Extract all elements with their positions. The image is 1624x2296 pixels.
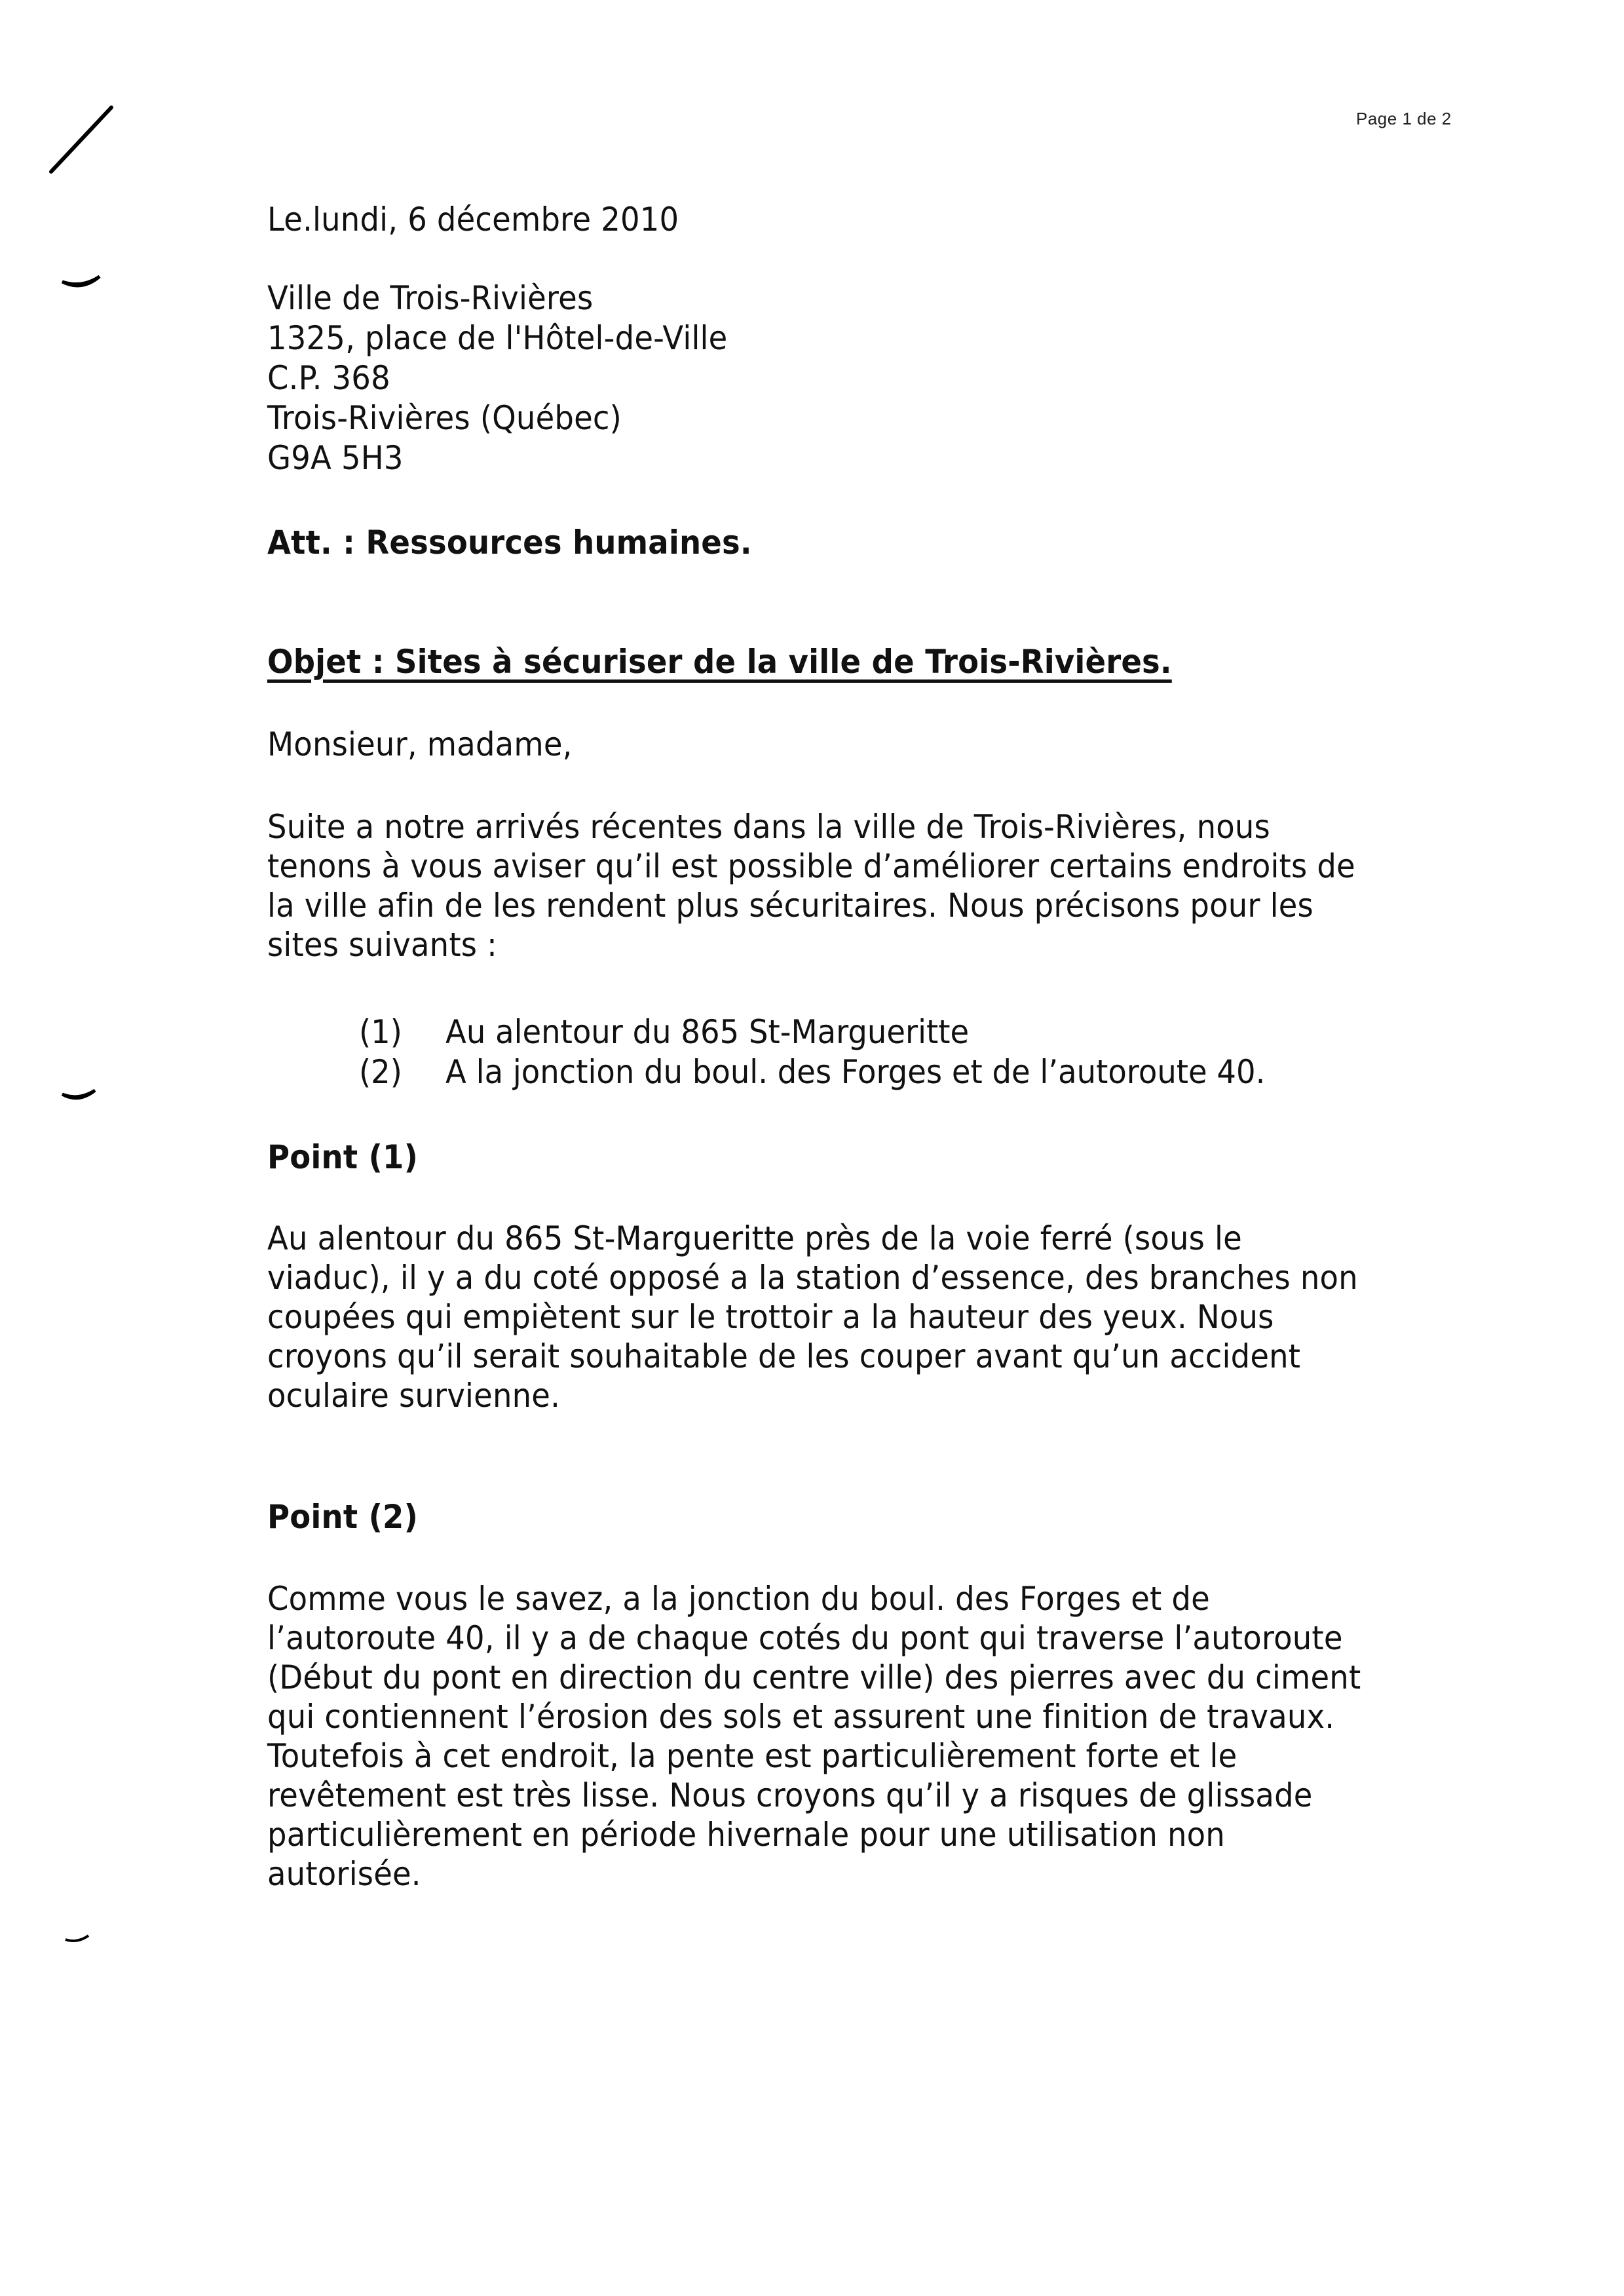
list-item-number: (2)	[359, 1053, 402, 1091]
recipient-line: Trois-Rivières (Québec)	[267, 399, 622, 437]
tick-mark-1	[62, 277, 100, 286]
paragraph-line: coupées qui empiètent sur le trottoir a la hauteur des yeux. Nous	[267, 1298, 1274, 1336]
subject-line: Objet : Sites à sécuriser de la ville de Trois-Rivières.	[267, 643, 1172, 681]
list-item-label: A la jonction du boul. des Forges et de l’autoroute 40.	[445, 1053, 1266, 1091]
paragraph-line: la ville afin de les rendent plus sécuritaires. Nous précisons pour les	[267, 887, 1313, 925]
paragraph-line: qui contiennent l’érosion des sols et assurent une finition de travaux.	[267, 1698, 1335, 1736]
paragraph-line: autorisée.	[267, 1855, 421, 1893]
paragraph-line: revêtement est très lisse. Nous croyons qu’il y a risques de glissade	[267, 1776, 1313, 1814]
section-heading: Point (2)	[267, 1498, 419, 1536]
sites-list	[359, 1012, 1265, 1092]
list-item-number: (1)	[359, 1013, 402, 1051]
recipient-line: 1325, place de l'Hôtel-de-Ville	[267, 319, 728, 357]
paragraph-line: particulièrement en période hivernale pour une utilisation non	[267, 1816, 1225, 1854]
list-item	[359, 1012, 1265, 1052]
paragraph-line: Au alentour du 865 St-Margueritte près de la voie ferré (sous le	[267, 1219, 1242, 1257]
section-heading: Point (1)	[267, 1138, 419, 1176]
paragraph-line: oculaire survienne.	[267, 1377, 561, 1415]
paragraph-line: Toutefois à cet endroit, la pente est particulièrement forte et le	[267, 1737, 1237, 1775]
paragraph-line: Suite a notre arrivés récentes dans la ville de Trois-Rivières, nous	[267, 808, 1270, 846]
margin-marks	[0, 0, 197, 2296]
paragraph-line: Comme vous le savez, a la jonction du boul. des Forges et de	[267, 1580, 1210, 1618]
paragraph-line: croyons qu’il serait souhaitable de les couper avant qu’un accident	[267, 1337, 1301, 1375]
paragraph-line: viaduc), il y a du coté opposé a la station d’essence, des branches non	[267, 1259, 1358, 1297]
tick-mark-2	[62, 1090, 95, 1098]
recipient-line: G9A 5H3	[267, 439, 404, 477]
attention-line: Att. : Ressources humaines.	[267, 524, 752, 562]
recipient-line: Ville de Trois-Rivières	[267, 279, 594, 317]
tick-mark-3	[66, 1936, 88, 1941]
list-item-label: Au alentour du 865 St-Margueritte	[445, 1013, 970, 1051]
letter-date: Le.lundi, 6 décembre 2010	[267, 201, 679, 239]
paragraph-line: tenons à vous aviser qu’il est possible d’améliorer certains endroits de	[267, 847, 1355, 885]
recipient-line: C.P. 368	[267, 359, 390, 397]
slash-mark	[51, 107, 111, 172]
page-indicator: Page 1 de 2	[1356, 109, 1452, 128]
paragraph-line: (Début du pont en direction du centre ville) des pierres avec du ciment	[267, 1658, 1361, 1696]
paragraph-line: l’autoroute 40, il y a de chaque cotés du pont qui traverse l’autoroute	[267, 1619, 1343, 1657]
list-item	[359, 1052, 1265, 1092]
salutation: Monsieur, madame,	[267, 725, 573, 763]
paragraph-line: sites suivants :	[267, 926, 497, 964]
